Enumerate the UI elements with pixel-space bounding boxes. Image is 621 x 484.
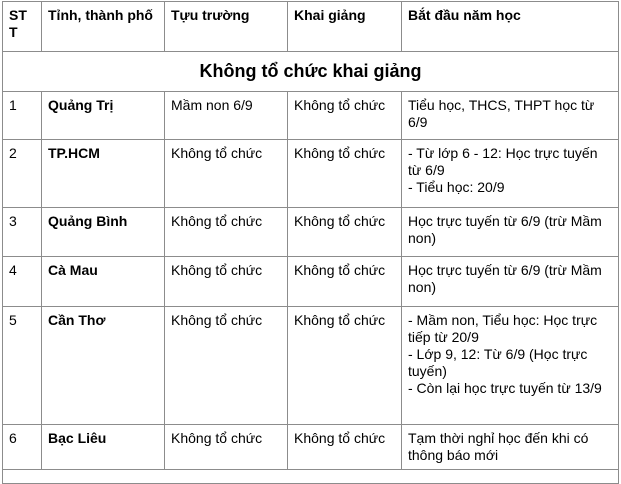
cell-opening: Không tổ chức <box>288 257 402 307</box>
year-start-line: - Lớp 9, 12: Từ 6/9 (Học trực tuyến) <box>408 346 588 379</box>
cell-province: Cà Mau <box>42 257 165 307</box>
cell-opening: Không tổ chức <box>288 307 402 425</box>
cell-year-start <box>402 92 619 140</box>
year-start-line: - Mầm non, Tiểu học: Học trực tiếp từ 20/9 <box>408 312 598 345</box>
cell-stt: 2 <box>3 140 42 208</box>
year-start-line: Tạm thời nghỉ học đến khi có thông báo mới <box>408 430 589 463</box>
school-schedule-table <box>2 1 619 484</box>
cell-year-start <box>402 425 619 470</box>
header-stt: STT <box>3 2 42 52</box>
year-start-line: - Từ lớp 6 - 12: Học trực tuyến từ 6/9 <box>408 145 598 178</box>
table-row <box>3 307 619 425</box>
table-header-row <box>3 2 619 52</box>
cell-school-return: Không tổ chức <box>165 257 288 307</box>
header-opening: Khai giảng <box>288 2 402 52</box>
cell-year-start <box>402 208 619 257</box>
cell-year-start <box>402 257 619 307</box>
year-start-line: - Còn lại học trực tuyến từ 13/9 <box>408 380 602 396</box>
cell-province: Quảng Bình <box>42 208 165 257</box>
cell-province: Quảng Trị <box>42 92 165 140</box>
section-row <box>3 52 619 92</box>
cell-opening: Không tổ chức <box>288 140 402 208</box>
table-row <box>3 208 619 257</box>
cell-stt: 3 <box>3 208 42 257</box>
year-start-line: Học trực tuyến từ 6/9 (trừ Mầm non) <box>408 213 602 246</box>
cell-year-start <box>402 307 619 425</box>
year-start-line: Tiểu học, THCS, THPT học từ 6/9 <box>408 97 595 130</box>
cell-province: TP.HCM <box>42 140 165 208</box>
cell-stt: 6 <box>3 425 42 470</box>
cell-year-start <box>402 140 619 208</box>
cell-province: Cần Thơ <box>42 307 165 425</box>
cell-stt: 4 <box>3 257 42 307</box>
cell-opening: Không tổ chức <box>288 92 402 140</box>
header-year-start: Bắt đầu năm học <box>402 2 619 52</box>
cell-opening: Không tổ chức <box>288 425 402 470</box>
partial-row-cell <box>3 470 619 484</box>
table-row <box>3 92 619 140</box>
header-province: Tỉnh, thành phố <box>42 2 165 52</box>
table-row <box>3 425 619 470</box>
section-title: Không tổ chức khai giảng <box>3 52 619 92</box>
cell-school-return: Không tổ chức <box>165 307 288 425</box>
table-row <box>3 257 619 307</box>
cell-school-return: Không tổ chức <box>165 425 288 470</box>
cell-stt: 5 <box>3 307 42 425</box>
table-row-partial <box>3 470 619 484</box>
year-start-line: Học trực tuyến từ 6/9 (trừ Mầm non) <box>408 262 602 295</box>
year-start-line: - Tiểu học: 20/9 <box>408 179 505 195</box>
cell-school-return: Mầm non 6/9 <box>165 92 288 140</box>
header-school-return: Tựu trường <box>165 2 288 52</box>
cell-opening: Không tổ chức <box>288 208 402 257</box>
cell-stt: 1 <box>3 92 42 140</box>
cell-school-return: Không tổ chức <box>165 140 288 208</box>
table-row <box>3 140 619 208</box>
cell-province: Bạc Liêu <box>42 425 165 470</box>
cell-school-return: Không tổ chức <box>165 208 288 257</box>
